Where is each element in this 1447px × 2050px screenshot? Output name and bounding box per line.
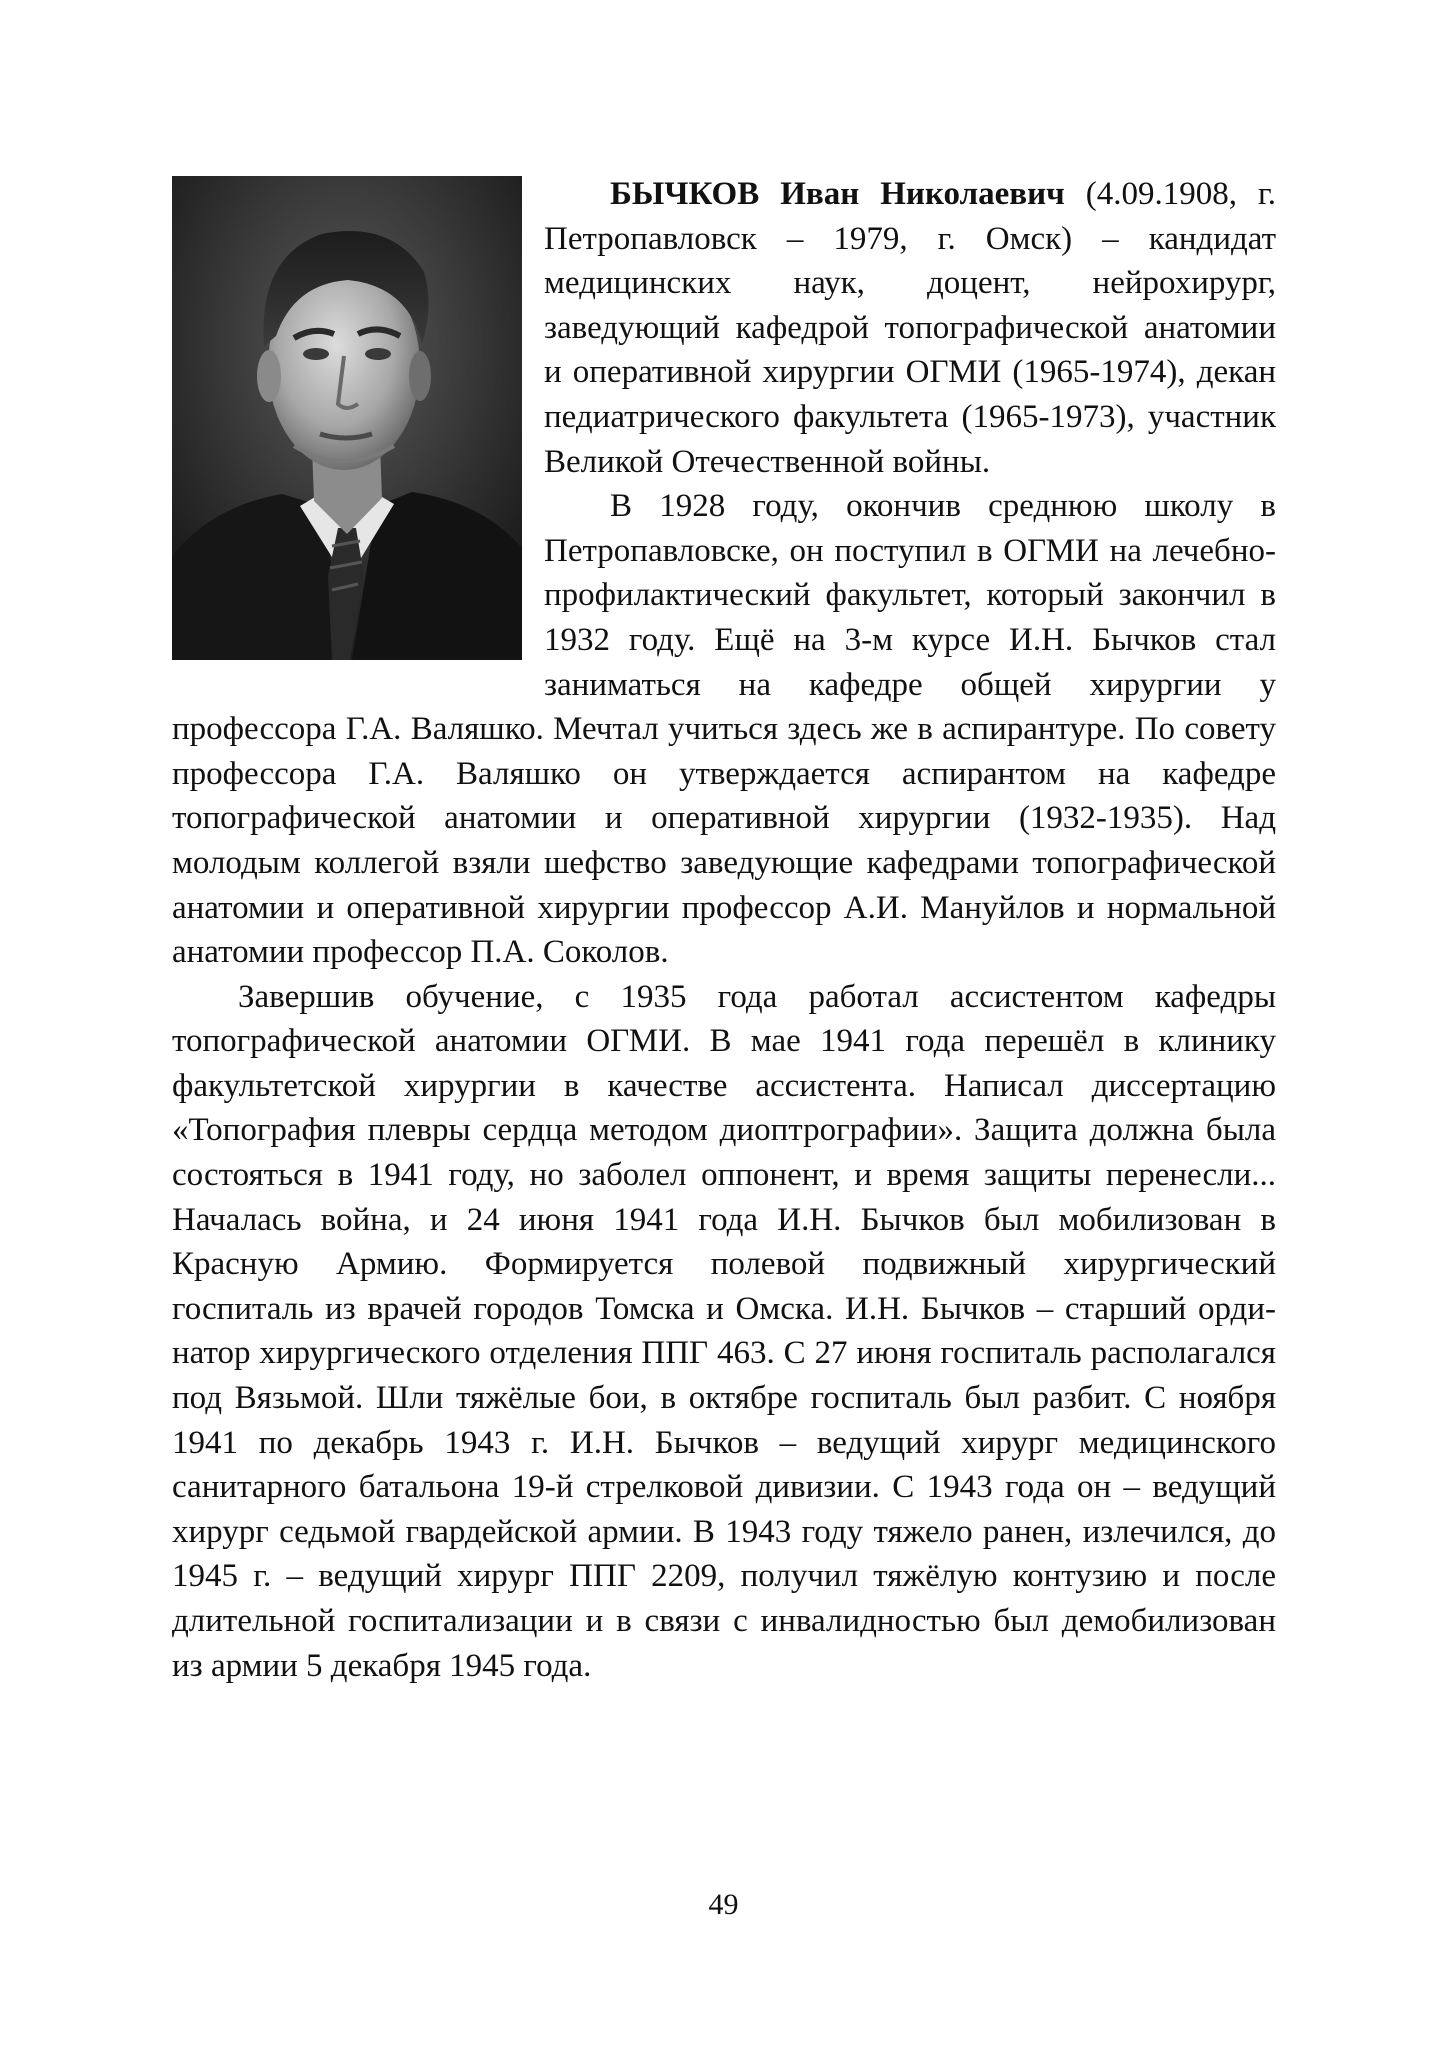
portrait-image: [172, 176, 522, 660]
person-given-names: Иван Николаевич: [780, 176, 1065, 212]
paragraph-education: В 1928 году, окончив среднюю школу в Петропавловске, он поступил в ОГМИ на лечебно-профилактический факультет, который закончил в 1932 году. Ещё на 3-м курсе И.Н. Бычков стал заниматься на кафедре общей хирургии у профессора Г.А. Валяшко. Мечтал учиться здесь же в аспирантуре. По совету профессора Г.А. Валяшко он утверждается аспирантом на кафедре топографической анатомии и оперативной хирургии (1932-1935). Над молодым коллегой взяли шефство заведующие кафедрами топографической анатомии и оперативной хирургии профессор А.И. Мануйлов и нормальной анатомии профессор П.А. Соколов.: [172, 488, 1276, 971]
document-page: [172, 172, 1276, 1688]
person-surname: БЫЧКОВ: [610, 176, 760, 212]
page-number: 49: [708, 1888, 739, 1921]
intro-text: (4.09.1908, г. Петропавловск – 1979, г. Омск) – кандидат медицинских наук, доцент, нейрохирург, заведующий кафедрой топографической анатомии и оперативной хирургии ОГМИ (1965-1974), декан педиатрического факультета (1965-1973), участник Великой Отечественной войны.: [544, 176, 1277, 480]
portrait-photo: [172, 176, 522, 660]
paragraph-war-service: Завершив обучение, с 1935 года работал ассистентом кафедры топографической анатомии ОГМИ. В мае 1941 года перешёл в клинику факультетской хирургии в качестве ассистента. Написал диссертацию «Топография плевры сердца методом диоптрографии». Защита должна была состояться в 1941 году, но заболел оппонент, и время защиты перенесли... Началась война, и 24 июня 1941 года И.Н. Бычков был мобилизован в Красную Армию. Формируется полевой подвижный хирургический госпиталь из врачей городов Томска и Омска. И.Н. Бычков – старший ординатор хирургического отделения ППГ 463. С 27 июня госпиталь располагался под Вязьмой. Шли тяжёлые бои, в октябре госпиталь был разбит. С ноября 1941 по декабрь 1943 г. И.Н. Бычков – ведущий хирург медицинского санитарного батальона 19-й стрелковой дивизии. С 1943 года он – ведущий хирург седьмой гвардейской армии. В 1943 году тяжело ранен, излечился, до 1945 г. – ведущий хирург ППГ 2209, получил тяжёлую контузию и после длительной госпитализации и в связи с инвалидностью был демобилизован из армии 5 декабря 1945 года.: [172, 978, 1276, 1684]
